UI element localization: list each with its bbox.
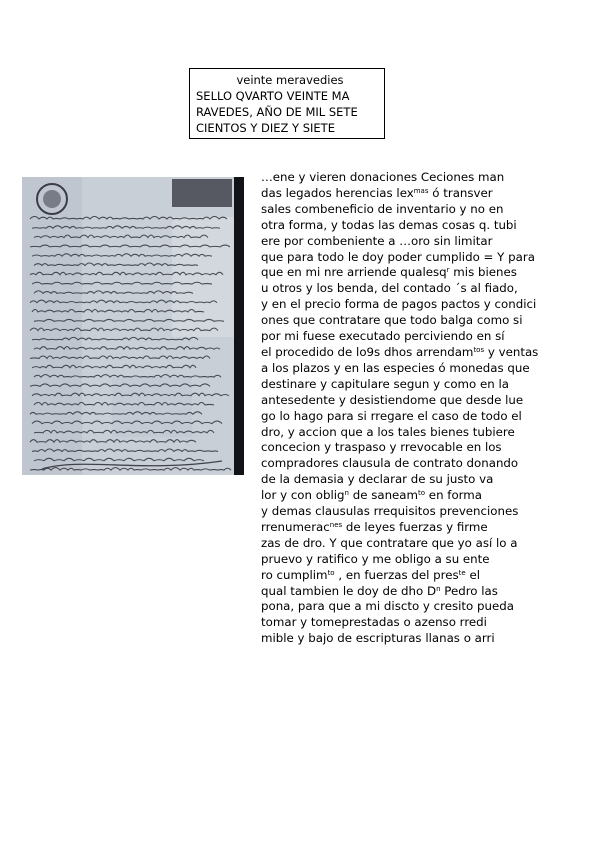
transcription-line [261,202,591,218]
transcription-line [261,440,591,456]
line-text: ere por combeniente a …oro sin limitar [261,233,493,248]
stamp-header-box [189,68,385,139]
line-text: das legados herencias lex [261,185,414,200]
manuscript-photo [22,177,244,475]
transcription-line [261,472,591,488]
superscript-abbrev: mas [413,186,429,195]
superscript-abbrev: n [344,489,349,498]
transcription-line [261,584,591,600]
superscript-abbrev: n [436,584,441,593]
transcription-line [261,218,591,234]
transcription-line [261,250,591,266]
transcription-line [261,393,591,409]
superscript-abbrev: to [327,568,335,577]
superscript-abbrev: te [458,568,466,577]
line-text: y ventas [484,344,539,359]
line-text: zas de dro. Y que contratare que yo así lo a [261,535,518,550]
transcription-line [261,234,591,250]
page-edge-shadow [234,177,244,475]
line-text: de saneam [348,488,419,503]
line-text: y en el precio forma de pagos pactos y condici [261,297,537,312]
line-text: mible y bajo de escripturas llanas o arri [261,631,495,646]
transcription-line [261,631,591,647]
line-text: de la demasia y declarar de su justo va [261,472,494,487]
line-text: que en mi nre arriende qualesq [261,265,447,280]
superscript-abbrev: to [418,489,426,498]
transcription-line [261,345,591,361]
transcription-line [261,186,591,202]
paper-stain [22,177,82,475]
line-text: ones que contratare que todo balga como si [261,313,523,328]
line-text: , en fuerzas del pres [334,567,459,582]
line-text: pona, para que a mi discto y cresito pueda [261,599,514,614]
line-text: u otros y los benda, del contado ´s al fiado, [261,281,518,296]
transcription-line [261,281,591,297]
stamp-header-band [172,179,232,207]
transcription-line [261,488,591,504]
line-text: que para todo le doy poder cumplido = Y para [261,249,535,264]
line-text: qual tambien le doy de dho D [261,583,437,598]
transcription-line [261,329,591,345]
line-text: otra forma, y todas las demas cosas q. tubi [261,217,517,232]
transcription-line [261,170,591,186]
transcription-line [261,409,591,425]
line-text: el [465,567,480,582]
transcription-line [261,599,591,615]
line-text: pruevo y ratifico y me obligo a su ente [261,551,490,566]
line-text: rrenumerac [261,519,330,534]
line-text: tomar y tomeprestadas o azenso rredi [261,615,487,630]
stamp-line: SELLO QVARTO VEINTE MA [196,89,350,103]
line-text: go lo hago para si rregare el caso de todo el [261,408,522,423]
line-text: sales combeneficio de inventario y no en [261,201,504,216]
stamp-line: CIENTOS Y DIEZ Y SIETE [196,121,335,135]
superscript-abbrev: tos [473,345,485,354]
stamp-caption: veinte meravedies [236,73,344,87]
transcription-line [261,520,591,536]
line-text: de leyes fuerzas y firme [342,519,488,534]
line-text: …ene y vieren donaciones Ceciones man [261,170,505,184]
line-text: y demas clausulas rrequisitos prevenciones [261,504,519,519]
transcription-text [261,170,591,647]
line-text: en forma [425,488,483,503]
line-text: ro cumplim [261,567,328,582]
line-text: Pedro las [440,583,498,598]
transcription-line [261,265,591,281]
transcription-line [261,456,591,472]
transcription-line [261,297,591,313]
line-text: dro, y accion que a los tales bienes tubiere [261,424,515,439]
transcription-line [261,536,591,552]
line-text: ó transver [428,185,493,200]
line-text: concecion y traspaso y rrevocable en los [261,440,502,455]
stamp-line: RAVEDES, AÑO DE MIL SETE [196,105,358,119]
line-text: destinare y capitulare segun y como en la [261,376,509,391]
seal-stamp-center [43,190,61,208]
superscript-abbrev: nes [329,520,343,529]
transcription-line [261,504,591,520]
transcription-line [261,425,591,441]
transcription-line [261,377,591,393]
line-text: antesedente y desistiendome que desde lue [261,392,524,407]
line-text: a los plazos y en las especies ó monedas que [261,360,530,375]
transcription-line [261,361,591,377]
manuscript-photo-drawing [22,177,244,475]
transcription-line [261,313,591,329]
transcription-line [261,615,591,631]
line-text: compradores clausula de contrato donando [261,456,519,471]
line-text: el procedido de lo9s dhos arrendam [261,344,474,359]
line-text: lor y con oblig [261,488,345,503]
line-text: por mi fuese executado perciviendo en sí [261,329,505,344]
transcription-line [261,552,591,568]
superscript-abbrev: r [446,266,450,275]
line-text: mis bienes [449,265,517,280]
transcription-line [261,568,591,584]
